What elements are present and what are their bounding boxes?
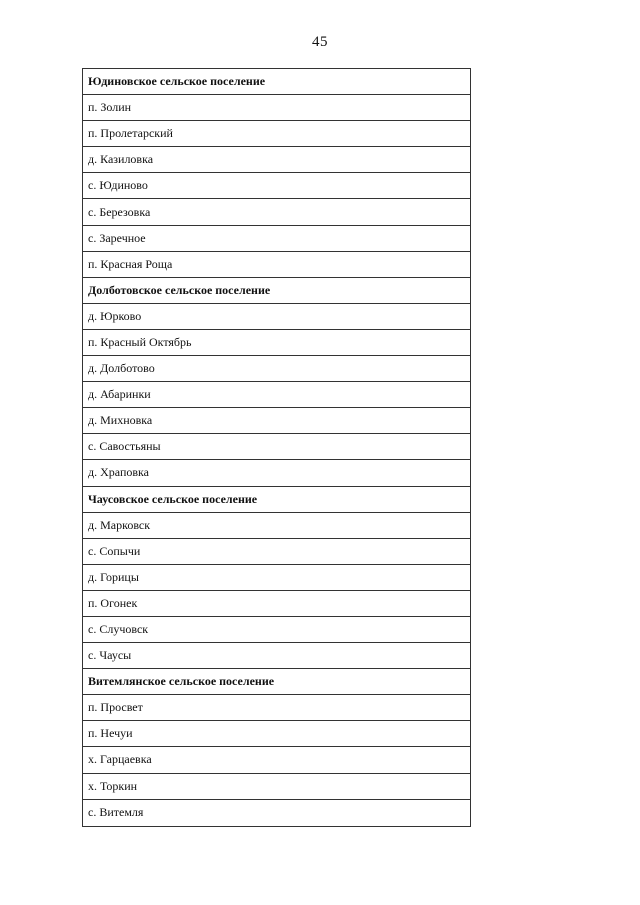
settlement-row xyxy=(83,199,470,225)
settlement-name: п. Красный Октябрь xyxy=(88,334,192,349)
settlement-row xyxy=(83,147,470,173)
settlement-row xyxy=(83,252,470,278)
settlement-row xyxy=(83,721,470,747)
section-header-label: Долботовское сельское поселение xyxy=(88,282,271,297)
settlement-row xyxy=(83,330,470,356)
settlement-name: п. Огонек xyxy=(88,595,138,610)
settlement-row xyxy=(83,800,470,826)
settlement-name: п. Просвет xyxy=(88,700,143,715)
settlement-row xyxy=(83,408,470,434)
settlement-name: д. Горицы xyxy=(88,569,139,584)
settlement-name: д. Марковск xyxy=(88,517,151,532)
section-header-row xyxy=(83,278,470,304)
settlement-name: п. Красная Роща xyxy=(88,256,173,271)
settlement-name: х. Торкин xyxy=(88,778,138,793)
settlement-row xyxy=(83,695,470,721)
settlement-row xyxy=(83,774,470,800)
settlement-name: с. Сопычи xyxy=(88,543,141,558)
settlement-name: х. Гарцаевка xyxy=(88,752,152,767)
settlement-name: п. Нечуи xyxy=(88,726,133,741)
settlement-name: д. Казиловка xyxy=(88,152,154,167)
settlement-row xyxy=(83,173,470,199)
settlement-name: с. Случовск xyxy=(88,622,149,637)
section-header-label: Юдиновское сельское поселение xyxy=(88,74,266,89)
settlement-name: с. Чаусы xyxy=(88,648,132,663)
settlement-row xyxy=(83,747,470,773)
settlement-row xyxy=(83,617,470,643)
settlement-name: д. Абаринки xyxy=(88,387,151,402)
settlement-name: п. Пролетарский xyxy=(88,126,173,141)
settlement-row xyxy=(83,591,470,617)
settlement-name: д. Юрково xyxy=(88,308,142,323)
settlement-row xyxy=(83,95,470,121)
settlement-row xyxy=(83,460,470,486)
settlement-name: д. Михновка xyxy=(88,413,153,428)
section-header-row xyxy=(83,69,470,95)
settlement-row xyxy=(83,226,470,252)
settlement-row xyxy=(83,434,470,460)
settlement-name: с. Савостьяны xyxy=(88,439,161,454)
settlement-row xyxy=(83,539,470,565)
settlement-row xyxy=(83,513,470,539)
settlement-row xyxy=(83,304,470,330)
settlement-name: с. Березовка xyxy=(88,204,151,219)
settlement-name: с. Витемля xyxy=(88,805,144,820)
section-header-label: Чаусовское сельское поселение xyxy=(88,491,258,506)
settlement-name: д. Долботово xyxy=(88,361,155,376)
section-header-label: Витемлянское сельское поселение xyxy=(88,674,275,689)
settlement-row xyxy=(83,382,470,408)
settlement-name: д. Храповка xyxy=(88,465,150,480)
settlement-name: п. Золин xyxy=(88,100,132,115)
section-header-row xyxy=(83,669,470,695)
settlement-row xyxy=(83,643,470,669)
settlement-name: с. Юдиново xyxy=(88,178,148,193)
settlements-table xyxy=(82,68,471,827)
settlement-row xyxy=(83,565,470,591)
section-header-row xyxy=(83,487,470,513)
page-number: 45 xyxy=(312,34,328,50)
settlement-name: с. Заречное xyxy=(88,230,146,245)
settlement-row xyxy=(83,121,470,147)
settlement-row xyxy=(83,356,470,382)
